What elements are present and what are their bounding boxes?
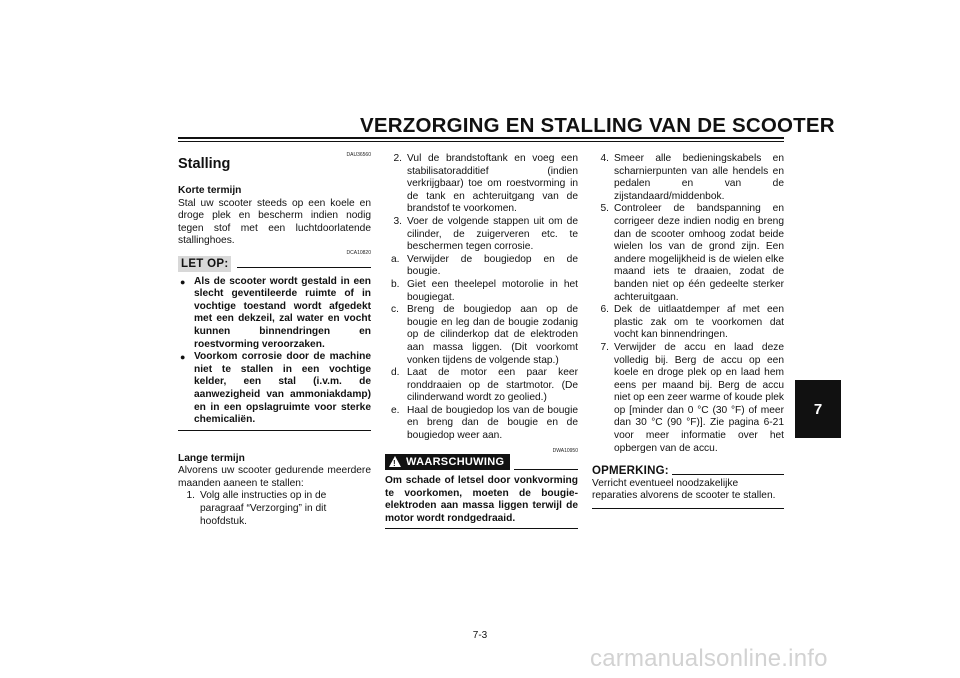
column-1	[178, 185, 371, 528]
warning-triangle-icon: !	[389, 456, 401, 467]
opmerking-label: OPMERKING:	[592, 465, 669, 478]
let-op-notice-bar	[178, 256, 371, 272]
step-5: 5. Controleer de bandspanning en corrigeer deze indien nodig en breng dan de scooter omhoog zodat beide wielen los van de grond zijn. Een andere mogelijkheid is de wielen elke maand iets te draaien, zodat de banden niet op één gedeelte sterker achteruitgaan.	[600, 203, 784, 303]
step-2: 2. Vul de brandstoftank en voeg een stabilisatoradditief (indien verkrijgbaar) toe om roestvorming in de tank en achteruitgang van de brandstof te voorkomen.	[393, 153, 578, 215]
opmerking-bar	[592, 465, 784, 478]
watermark: carmanualsonline.info	[590, 645, 828, 672]
step-6: 6. Dek de uitlaatdemper af met een plastic zak om te voorkomen dat vocht kan binnendringen.	[600, 304, 784, 341]
korte-termijn-text: Stal uw scooter steeds op een koele en droge plek en bescherm indien nodig tegen stof met een luchtdoorlatende stallinghoes.	[178, 197, 371, 247]
opmerking-rule	[672, 474, 784, 475]
korte-termijn-heading: Korte termijn	[178, 185, 242, 196]
page-header-title: VERZORGING EN STALLING VAN DE SCOOTER	[360, 114, 835, 137]
code-let-op: DCA10820	[346, 249, 371, 256]
warning-text: Om schade of letsel door vonkvorming te voorkomen, moeten de bougie-elektroden aan massa liggen terwijl de motor wordt rondgedraaid.	[385, 475, 578, 525]
let-op-bullet: ● Als de scooter wordt gestald in een slecht geventileerde ruimte of in vochtige toestand wordt afgedekt met een dekzeil, zal water en vocht kunnen binnendringen en roestvorming veroorzaken.	[180, 275, 371, 350]
warning-label: ! WAARSCHUWING	[385, 454, 510, 471]
section-title: Stalling	[178, 156, 231, 172]
chapter-tab: 7	[795, 380, 841, 438]
lange-termijn-text: Alvorens uw scooter gedurende meerdere maanden aaneen te stallen:	[178, 465, 371, 489]
sub-step: b. Giet een theelepel motorolie in het bougiegat.	[391, 278, 578, 303]
step-1: 1. Volg alle instructies op in de paragraaf “Verzorging” in dit hoofdstuk.	[186, 490, 327, 527]
page-number: 7-3	[472, 630, 488, 641]
lange-termijn-heading: Lange termijn	[178, 452, 245, 464]
code-stalling: DAU36560	[346, 152, 371, 158]
header-rule-thick	[178, 137, 784, 139]
opmerking-text: Verricht eventueel noodzakelijke reparaties alvorens de scooter te stallen.	[592, 477, 776, 502]
sub-step: d. Laat de motor een paar keer ronddraaien op de startmotor. (De cilinderwand wordt zo geolied.)	[391, 367, 578, 404]
bullet-icon: ●	[180, 276, 186, 287]
sub-step: e. Haal de bougiedop los van de bougie en breng dan de bougie en de bougiedop weer aan.	[391, 404, 578, 442]
warning-bar	[385, 454, 578, 471]
code-waarschuwing: DWA10950	[552, 447, 578, 454]
warning-rule	[514, 469, 578, 470]
warning-bottom-rule	[385, 528, 578, 529]
bullet-icon: ●	[180, 352, 186, 363]
column-3	[592, 153, 784, 509]
step-4: 4. Smeer alle bedieningskabels en scharnierpunten van alle hendels en pedalen en van de zijstandaard/middenbok.	[600, 153, 784, 202]
header-rule-thin	[178, 141, 784, 142]
sub-step: a. Verwijder de bougiedop en de bougie.	[391, 253, 578, 278]
step-3: 3. Voer de volgende stappen uit om de cilinder, de zuigerveren etc. te beschermen tegen corrosie.	[393, 215, 578, 253]
sub-step: c. Breng de bougiedop aan op de bougie en leg dan de bougie zodanig op de cilinderkop dat de elektroden aan massa liggen. (Dit voorkomt vonken tijdens de volgende stap.)	[391, 304, 578, 366]
step-7: 7. Verwijder de accu en laad deze volledig bij. Berg de accu op een koele en droge plek op en laad hem eens per maand bij. Berg de accu niet op een zeer warme of koude plek op [minder dan 0 °C (30 °F) of meer dan 30 °C (90 °F)]. Zie pagina 6-21 voor meer informatie over het opbergen van de accu.	[600, 341, 784, 454]
let-op-bullet: ● Voorkom corrosie door de machine niet te stallen in een vochtige kelder, een stal (i.v.m. de aanwezigheid van ammoniakdamp) en in een opslagruimte voor sterke chemicaliën.	[180, 351, 371, 426]
let-op-label: LET OP:	[178, 256, 231, 272]
column-2	[385, 153, 578, 529]
let-op-rule	[237, 267, 371, 268]
opmerking-bottom-rule	[592, 508, 784, 509]
